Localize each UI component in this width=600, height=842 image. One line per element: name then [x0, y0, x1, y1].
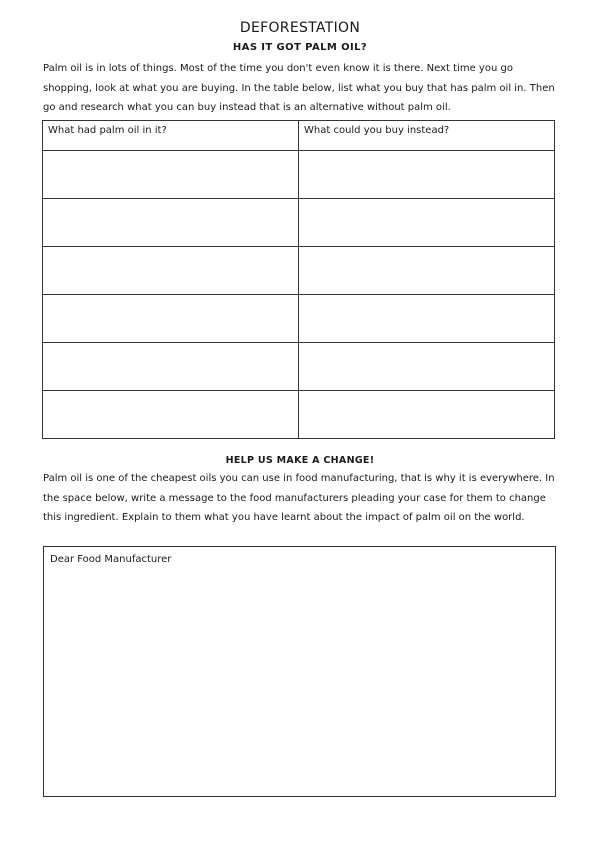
table-header-alternative: What could you buy instead?: [299, 121, 555, 151]
table-cell-product[interactable]: [43, 247, 299, 295]
palm-oil-table: [42, 120, 555, 439]
table-header-row: [43, 121, 555, 151]
letter-greeting: Dear Food Manufacturer: [50, 554, 172, 565]
table-cell-product[interactable]: [43, 391, 299, 439]
table-cell-product[interactable]: [43, 295, 299, 343]
table-cell-alternative[interactable]: [299, 343, 555, 391]
table-cell-alternative[interactable]: [299, 199, 555, 247]
table-row: [43, 151, 555, 199]
section-subtitle: HAS IT GOT PALM OIL?: [232, 42, 368, 53]
help-paragraph: Palm oil is one of the cheapest oils you can use in food manufacturing, that is why it is everywhere. In the space below, write a message to the food manufacturers pleading your case for them to change this ingredient. Explain to them what you have learnt about the impact of palm oil on the world.: [43, 473, 555, 523]
table-cell-alternative[interactable]: [299, 247, 555, 295]
table-cell-product[interactable]: [43, 199, 299, 247]
table-cell-product[interactable]: [43, 343, 299, 391]
table-row: [43, 295, 555, 343]
page-title: DEFORESTATION: [239, 20, 361, 36]
table-row: [43, 391, 555, 439]
table-row: [43, 343, 555, 391]
table-cell-alternative[interactable]: [299, 295, 555, 343]
table-cell-alternative[interactable]: [299, 391, 555, 439]
table-cell-product[interactable]: [43, 151, 299, 199]
table-header-has-palm-oil: What had palm oil in it?: [43, 121, 299, 151]
letter-writing-box[interactable]: [43, 546, 556, 797]
table-cell-alternative[interactable]: [299, 151, 555, 199]
table-row: [43, 247, 555, 295]
intro-paragraph: Palm oil is in lots of things. Most of the time you don't even know it is there. Next time you go shopping, look at what you are buying. In the table below, list what you buy that has palm oil in. Then go and research what you can buy instead that is an alternative without palm oil.: [43, 63, 555, 113]
section-heading-help: HELP US MAKE A CHANGE!: [225, 455, 375, 466]
table-row: [43, 199, 555, 247]
